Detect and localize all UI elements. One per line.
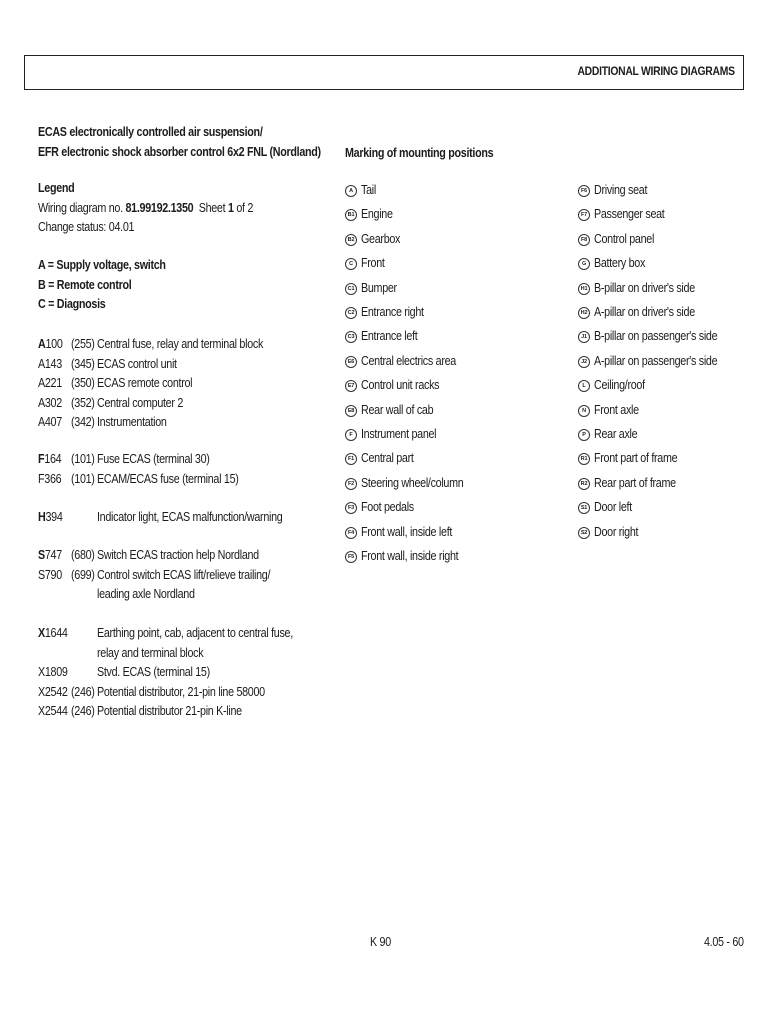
position-code-badge: P bbox=[578, 429, 590, 441]
position-code-badge: A bbox=[345, 185, 357, 197]
entry-id: F164 bbox=[38, 452, 62, 466]
position-label: Rear axle bbox=[594, 427, 638, 441]
position-label: Front wall, inside left bbox=[361, 525, 453, 539]
entry-code: (255) bbox=[71, 337, 95, 351]
abc-line: A = Supply voltage, switch bbox=[38, 258, 166, 272]
position-code-badge: F8 bbox=[578, 234, 590, 246]
entry-id: X1809 bbox=[38, 665, 68, 679]
entry-description: Fuse ECAS (terminal 30) bbox=[97, 452, 210, 466]
position-label: Ceiling/roof bbox=[594, 378, 645, 392]
position-label: Gearbox bbox=[361, 232, 401, 246]
position-label: Rear part of frame bbox=[594, 476, 676, 490]
position-code-badge: E8 bbox=[345, 405, 357, 417]
position-code-badge: E7 bbox=[345, 380, 357, 392]
entry-code: (342) bbox=[71, 415, 95, 429]
entry-code: (246) bbox=[71, 684, 95, 699]
entry-id: S790 bbox=[38, 567, 62, 582]
page-number: 4.05 - 60 bbox=[704, 935, 744, 949]
entry-description: Instrumentation bbox=[97, 415, 167, 429]
entry-description: ECAM/ECAS fuse (terminal 15) bbox=[97, 471, 239, 486]
entry-description: ECAS control unit bbox=[97, 356, 177, 371]
position-code-badge: R2 bbox=[578, 478, 590, 490]
position-label: Front axle bbox=[594, 403, 639, 417]
position-label: Control unit racks bbox=[361, 378, 440, 392]
position-label: Door right bbox=[594, 525, 639, 539]
entry-code: (101) bbox=[71, 452, 95, 466]
header-box bbox=[24, 55, 744, 90]
position-code-badge: H2 bbox=[578, 307, 590, 319]
position-code-badge: L bbox=[578, 380, 590, 392]
diagram-number: 81.99192.1350 bbox=[125, 200, 194, 215]
position-code-badge: S1 bbox=[578, 502, 590, 514]
entry-id: A302 bbox=[38, 395, 62, 410]
position-label: Passenger seat bbox=[594, 207, 665, 221]
entry-id: A221 bbox=[38, 376, 62, 390]
entry-description: Stvd. ECAS (terminal 15) bbox=[97, 665, 210, 679]
position-label: A-pillar on passenger's side bbox=[594, 354, 718, 368]
entry-id: A143 bbox=[38, 356, 62, 371]
position-label: Bumper bbox=[361, 281, 397, 295]
position-code-badge: C2 bbox=[345, 307, 357, 319]
entry-code: (246) bbox=[71, 704, 95, 718]
position-code-badge: C3 bbox=[345, 331, 357, 343]
position-code-badge: F3 bbox=[345, 502, 357, 514]
entry-id: A100 bbox=[38, 337, 63, 351]
title-line-1: ECAS electronically controlled air suspension/ bbox=[38, 125, 263, 139]
position-label: Tail bbox=[361, 183, 376, 197]
position-code-badge: N bbox=[578, 405, 590, 417]
position-code-badge: F1 bbox=[345, 453, 357, 465]
position-label: Battery box bbox=[594, 256, 646, 270]
position-code-badge: C bbox=[345, 258, 357, 270]
entry-code: (350) bbox=[71, 376, 95, 390]
entry-code: (345) bbox=[71, 356, 95, 371]
entry-description: Control switch ECAS lift/relieve trailing/ leading axle Nordland bbox=[97, 567, 271, 601]
wiring-diagram-line: Wiring diagram no. 81.99192.1350 Sheet 1 of 2 bbox=[38, 200, 254, 215]
entry-code: (352) bbox=[71, 395, 95, 410]
entry-description: Central fuse, relay and terminal block bbox=[97, 337, 264, 351]
abc-line: B = Remote control bbox=[38, 277, 132, 292]
position-code-badge: R1 bbox=[578, 453, 590, 465]
position-label: Central part bbox=[361, 451, 414, 465]
document-title bbox=[38, 123, 367, 162]
position-code-badge: F bbox=[345, 429, 357, 441]
position-code-badge: F2 bbox=[345, 478, 357, 490]
position-code-badge: F6 bbox=[578, 185, 590, 197]
entry-description: Central computer 2 bbox=[97, 395, 183, 410]
position-code-badge: J1 bbox=[578, 331, 590, 343]
position-code-badge: C1 bbox=[345, 283, 357, 295]
entry-description: Switch ECAS traction help Nordland bbox=[97, 548, 259, 562]
position-code-badge: F5 bbox=[345, 551, 357, 563]
position-code-badge: F7 bbox=[578, 209, 590, 221]
abc-key bbox=[38, 256, 186, 315]
position-label: B-pillar on driver's side bbox=[594, 281, 695, 295]
entry-id: X1644 bbox=[38, 626, 68, 640]
position-label: Control panel bbox=[594, 232, 655, 246]
position-code-badge: G bbox=[578, 258, 590, 270]
position-label: Front part of frame bbox=[594, 451, 678, 465]
position-label: Door left bbox=[594, 500, 632, 514]
entry-description: Indicator light, ECAS malfunction/warning bbox=[97, 510, 283, 524]
position-code-badge: B1 bbox=[345, 209, 357, 221]
position-label: Engine bbox=[361, 207, 393, 221]
position-label: Steering wheel/column bbox=[361, 476, 464, 490]
entry-code: (699) bbox=[71, 567, 95, 582]
legend-heading: Legend bbox=[38, 181, 75, 195]
entry-id: F366 bbox=[38, 471, 62, 486]
position-label: A-pillar on driver's side bbox=[594, 305, 695, 319]
entry-description: ECAS remote control bbox=[97, 376, 193, 390]
entry-id: S747 bbox=[38, 548, 62, 562]
entry-id: X2544 bbox=[38, 704, 68, 718]
entry-id: X2542 bbox=[38, 684, 68, 699]
position-label: Rear wall of cab bbox=[361, 403, 434, 417]
title-line-2: EFR electronic shock absorber control 6x2 FNL (Nordland) bbox=[38, 144, 321, 159]
entry-description: Potential distributor 21-pin K-line bbox=[97, 704, 242, 718]
entry-id: A407 bbox=[38, 415, 62, 429]
position-label: Driving seat bbox=[594, 183, 648, 197]
position-code-badge: E6 bbox=[345, 356, 357, 368]
position-label: Front bbox=[361, 256, 385, 270]
position-code-badge: B2 bbox=[345, 234, 357, 246]
position-code-badge: F4 bbox=[345, 527, 357, 539]
entry-id: H394 bbox=[38, 510, 63, 524]
position-label: Entrance right bbox=[361, 305, 424, 319]
position-label: Entrance left bbox=[361, 329, 418, 343]
abc-line: C = Diagnosis bbox=[38, 297, 106, 311]
entry-description: Earthing point, cab, adjacent to central fuse, relay and terminal block bbox=[97, 626, 293, 660]
legend-block bbox=[38, 179, 288, 238]
entry-description: Potential distributor, 21-pin line 58000 bbox=[97, 684, 265, 699]
position-label: Foot pedals bbox=[361, 500, 414, 514]
change-status: Change status: 04.01 bbox=[38, 220, 135, 234]
position-code-badge: S2 bbox=[578, 527, 590, 539]
position-code-badge: H1 bbox=[578, 283, 590, 295]
position-label: Front wall, inside right bbox=[361, 549, 459, 563]
position-code-badge: J2 bbox=[578, 356, 590, 368]
entry-code: (101) bbox=[71, 471, 95, 486]
position-label: Instrument panel bbox=[361, 427, 437, 441]
mounting-positions-title: Marking of mounting positions bbox=[345, 146, 494, 160]
page-code: K 90 bbox=[370, 935, 391, 949]
entry-code: (680) bbox=[71, 548, 95, 562]
position-label: Central electrics area bbox=[361, 354, 456, 368]
section-title: ADDITIONAL WIRING DIAGRAMS bbox=[577, 66, 735, 78]
position-label: B-pillar on passenger's side bbox=[594, 329, 718, 343]
